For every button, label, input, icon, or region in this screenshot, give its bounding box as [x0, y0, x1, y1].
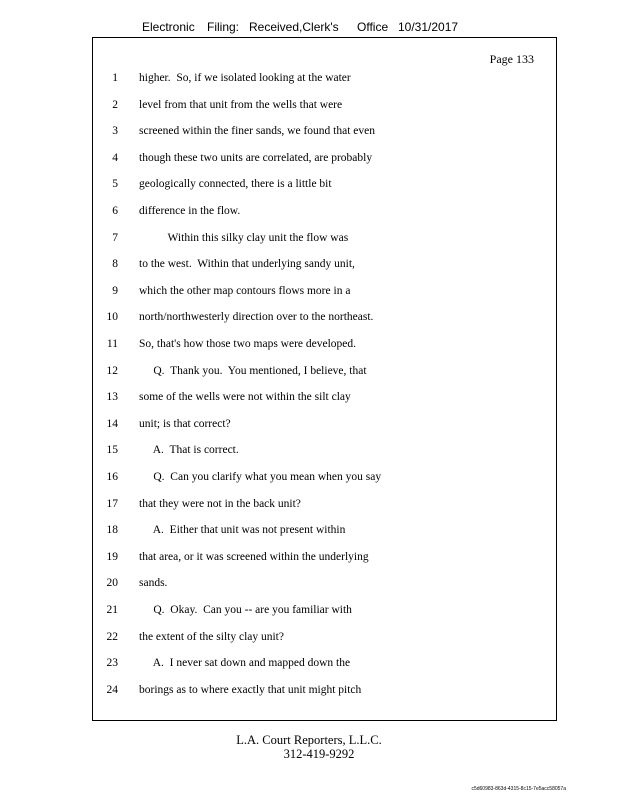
header-office: Office: [357, 20, 389, 34]
line-number: 10: [106, 311, 118, 324]
line-number: 9: [112, 284, 118, 297]
line-text: difference in the flow.: [139, 205, 241, 217]
line-text: north/northwesterly direction over to the northeast.: [139, 311, 374, 324]
line-number: 12: [106, 364, 118, 377]
line-text: that they were not in the back unit?: [139, 497, 301, 510]
line-text: A. I never sat down and mapped down the: [139, 657, 351, 670]
header-filing: Filing:: [207, 20, 240, 34]
header-electronic: Electronic: [142, 20, 195, 34]
line-number: 7: [112, 231, 118, 244]
line-number: 24: [106, 683, 118, 696]
line-number: 21: [106, 604, 118, 616]
line-text: So, that's how those two maps were developed.: [139, 338, 357, 350]
line-text: level from that unit from the wells that were: [139, 98, 343, 111]
page-number: Page 133: [489, 52, 534, 66]
line-number: 16: [106, 471, 118, 483]
line-text: higher. So, if we isolated looking at the water: [139, 72, 351, 84]
transcript-line: [92, 551, 557, 571]
line-text: Q. Can you clarify what you mean when you say: [139, 471, 382, 483]
footer-phone: 312-419-9292: [283, 747, 355, 761]
line-text: unit; is that correct?: [139, 417, 231, 430]
line-number: 2: [112, 98, 118, 111]
line-text: Q. Thank you. You mentioned, I believe, that: [139, 364, 367, 377]
line-text: sands.: [139, 577, 168, 590]
line-text: Q. Okay. Can you -- are you familiar with: [139, 604, 352, 616]
transcript-line: [92, 178, 557, 198]
line-number: 23: [106, 657, 118, 670]
transcript-line: [92, 338, 557, 358]
line-number: 8: [112, 258, 118, 271]
transcript-line: [92, 232, 557, 252]
line-number: 17: [106, 497, 118, 510]
transcript-line: [92, 631, 557, 651]
line-text: some of the wells were not within the silt clay: [139, 391, 351, 404]
transcript-line: [92, 285, 557, 305]
line-number: 19: [106, 550, 118, 563]
line-number: 13: [106, 391, 118, 404]
line-number: 15: [106, 444, 118, 457]
transcript-line: [92, 99, 557, 119]
line-number: 14: [106, 417, 118, 430]
transcript-line: [92, 498, 557, 518]
line-number: 11: [106, 338, 118, 350]
line-text: the extent of the silty clay unit?: [139, 630, 284, 643]
line-text: geologically connected, there is a little bit: [139, 178, 332, 191]
line-number: 1: [112, 72, 118, 84]
transcript-line: [92, 311, 557, 331]
line-text: A. That is correct.: [139, 444, 239, 457]
transcript-line: [92, 444, 557, 464]
footer-company: L.A. Court Reporters, L.L.C.: [236, 733, 382, 747]
line-text: which the other map contours flows more in a: [139, 284, 351, 297]
transcript-line: [92, 684, 557, 704]
footer: [0, 733, 618, 761]
line-number: 20: [106, 577, 118, 590]
transcript-line: [92, 365, 557, 385]
line-number: 4: [112, 151, 118, 164]
transcript-line: [92, 152, 557, 172]
transcript-line: [92, 125, 557, 145]
transcript-line: [92, 258, 557, 278]
filing-header: [0, 20, 618, 38]
line-number: 6: [112, 205, 118, 217]
transcript-line: [92, 577, 557, 597]
line-text: borings as to where exactly that unit might pitch: [139, 683, 362, 696]
header-date: 10/31/2017: [398, 20, 459, 34]
line-text: screened within the finer sands, we found that even: [139, 125, 375, 138]
transcript-line: [92, 657, 557, 677]
transcript-line: [92, 471, 557, 491]
line-text: that area, or it was screened within the underlying: [139, 550, 369, 563]
line-number: 22: [106, 630, 118, 643]
line-text: to the west. Within that underlying sandy unit,: [139, 258, 355, 271]
transcript-line: [92, 418, 557, 438]
line-number: 3: [112, 125, 118, 138]
transcript-line: [92, 72, 557, 92]
line-text: though these two units are correlated, are probably: [139, 151, 373, 164]
header-received-clerks: Received,Clerk's: [249, 20, 339, 34]
line-text: A. Either that unit was not present within: [139, 524, 346, 537]
transcript-line: [92, 524, 557, 544]
line-number: 18: [106, 524, 118, 537]
transcript-line: [92, 391, 557, 411]
line-number: 5: [112, 178, 118, 191]
line-text: Within this silky clay unit the flow was: [139, 231, 349, 244]
transcript-line: [92, 205, 557, 225]
document-id: c5d60983-863d-4315-8c15-7e5acc58057a: [471, 786, 566, 792]
transcript-line: [92, 604, 557, 624]
